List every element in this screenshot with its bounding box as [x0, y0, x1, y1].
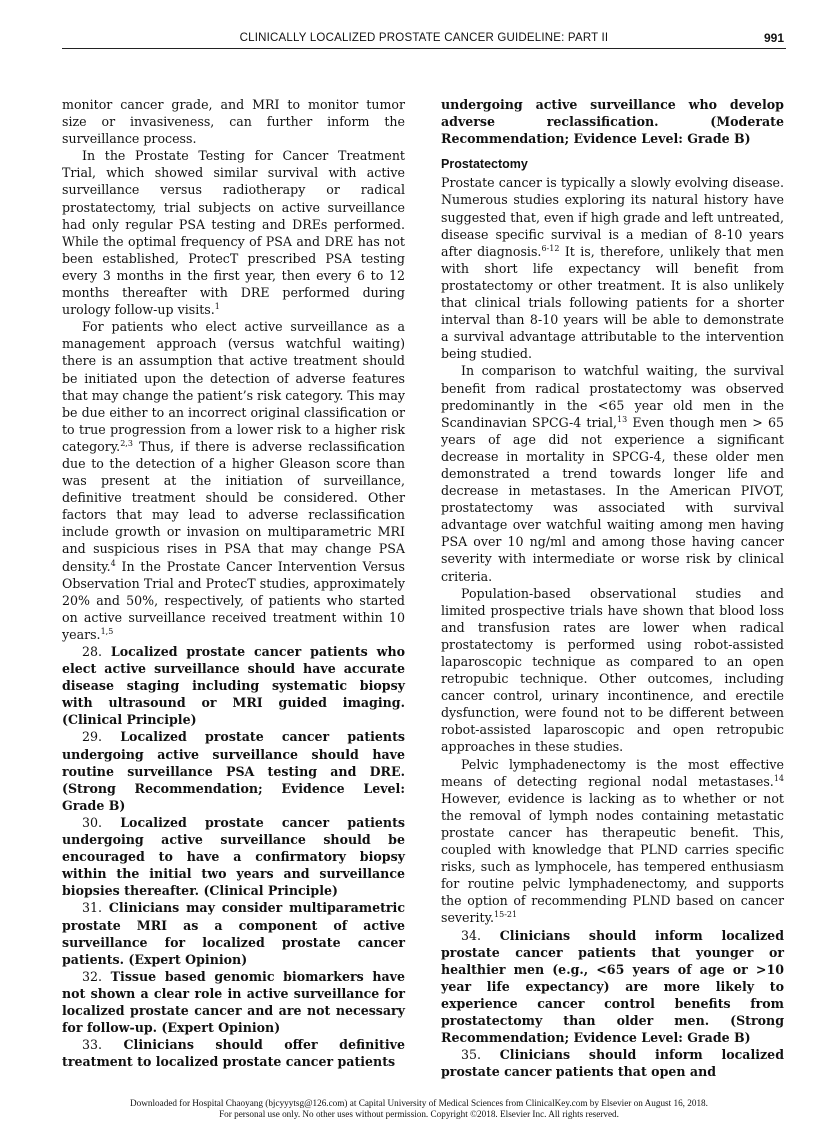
- left-column: [62, 96, 405, 1070]
- citation: 1: [214, 301, 220, 311]
- citation: 13: [617, 414, 628, 424]
- right-column: [441, 96, 784, 1080]
- statement-33: 33. Clinicians should offer definitive treatment to localized prostate cancer patients: [62, 1037, 405, 1070]
- citation: 15-21: [494, 910, 518, 920]
- footer-line-2: For personal use only. No other uses without permission. Copyright ©2018. Elsevier Inc. All rights reserved.: [219, 1109, 619, 1119]
- section-heading: Prostatectomy: [441, 157, 528, 172]
- statement-34: 34. Clinicians should inform localized prostate cancer patients that younger or healthier men (e.g., <65 years of age or >10 year life expectancy) are more likely to experience cancer control benefits from prostatectomy than older men. (Strong Recommendation; Evidence Level: Grade B): [441, 927, 784, 1046]
- footer-line-1: Downloaded for Hospital Chaoyang (bjcyyytsg@126.com) at Capital University of Medical Sciences from ClinicalKey.com by Elsevier on August 16, 2018.: [130, 1098, 708, 1108]
- paragraph: Population-based observational studies and limited prospective trials have shown that blood loss and transfusion rates are lower when radical prostatectomy is performed using robot-assisted laparoscopic technique as compared to an open retropubic technique. Other outcomes, including cancer control, urinary incontinence, and erectile dysfunction, were found not to be different between robot-assisted laparoscopic and open retropubic approaches in these studies.: [441, 585, 784, 755]
- statement-29: 29. Localized prostate cancer patients undergoing active surveillance should have routine surveillance PSA testing and DRE. (Strong Recommendation; Evidence Level: Grade B): [62, 729, 405, 813]
- paragraph: For patients who elect active surveillance as a management approach (versus watchful waiting) there is an assumption that active treatment should be initiated upon the detection of adverse features that may change the patient’s risk category. This may be due either to an incorrect original classification or to true progression from a lower risk to a higher risk category.$^{2,3}$ Thus, if there is adverse reclassification due to the detection of a higher Gleason score than was present at the initiation of surveillance, definitive treatment should be considered. Other factors that may lead to adverse reclassification include growth or invasion on multiparametric MRI and suspicious rises in PSA that may change PSA density.$^4$ In the Prostate Cancer Intervention Versus Observation Trial and ProtecT studies, approximately 20% and 50%, respectively, of patients who started on active surveillance received treatment within 10 years.$^{1,5}$: [62, 319, 405, 642]
- running-title: CLINICALLY LOCALIZED PROSTATE CANCER GUIDELINE: PART II: [239, 32, 609, 44]
- citation: 14: [773, 773, 784, 783]
- download-footer: [0, 1098, 838, 1120]
- statement-33-continued: undergoing active surveillance who develop adverse reclassification. (Moderate Recommendation; Evidence Level: Grade B): [441, 97, 784, 147]
- citation: 6-12: [541, 243, 560, 253]
- paragraph: Pelvic lymphadenectomy is the most effective means of detecting regional nodal metastases.$^{14}$ However, evidence is lacking as to whether or not the removal of lymph nodes containing metastatic prostate cancer has therapeutic benefit. This, coupled with knowledge that PLND carries specific risks, such as lymphocele, has tempered enthusiasm for routine pelvic lymphadenectomy, and supports the option of recommending PLND based on cancer severity.$^{15-21}$: [441, 756, 784, 926]
- citation: 2,3: [120, 438, 133, 448]
- page-number: 991: [763, 31, 784, 45]
- statement-30: 30. Localized prostate cancer patients undergoing active surveillance should be encouraged to have a confirmatory biopsy within the initial two years and surveillance biopsies thereafter. (Clinical Principle): [62, 814, 405, 899]
- paragraph: Prostate cancer is typically a slowly evolving disease. Numerous studies exploring its natural history have suggested that, even if high grade and left untreated, disease specific survival is a median of 8-10 years after diagnosis.$^{6-12}$ It is, therefore, unlikely that men with short life expectancy will benefit from prostatectomy or other treatment. It is also unlikely that clinical trials following patients for a shorter interval than 8-10 years will be able to demonstrate a survival advantage attributable to the intervention being studied.: [441, 175, 784, 362]
- statement-32: 32. Tissue based genomic biomarkers have not shown a clear role in active surveillance for localized prostate cancer and are not necessary for follow-up. (Expert Opinion): [62, 968, 405, 1036]
- statement-28: 28. Localized prostate cancer patients who elect active surveillance should have accurate disease staging including systematic biopsy with ultrasound or MRI guided imaging. (Clinical Principle): [62, 644, 405, 728]
- paragraph: monitor cancer grade, and MRI to monitor tumor size or invasiveness, can further inform the surveillance process.: [62, 97, 405, 147]
- statement-35: 35. Clinicians should inform localized prostate cancer patients that open and: [441, 1047, 784, 1080]
- paragraph: In the Prostate Testing for Cancer Treatment Trial, which showed similar survival with active surveillance versus radiotherapy or radical prostatectomy, trial subjects on active surveillance had only regular PSA testing and DREs performed. While the optimal frequency of PSA and DRE has not been established, ProtecT prescribed PSA testing every 3 months in the first year, then every 6 to 12 months thereafter with DRE performed during urology follow-up visits.$^1$: [62, 148, 405, 318]
- citation: 4: [110, 558, 116, 568]
- citation: 1,5: [100, 626, 114, 636]
- running-header: [62, 30, 786, 49]
- statement-31: 31. Clinicians may consider multiparametric prostate MRI as a component of active surveillance for localized prostate cancer patients. (Expert Opinion): [62, 900, 405, 967]
- paragraph: In comparison to watchful waiting, the survival benefit from radical prostatectomy was observed predominantly in the <65 year old men in the Scandinavian SPCG-4 trial,$^{13}$ Even though men > 65 years of age did not experience a significant decrease in mortality in SPCG-4, these older men demonstrated a trend towards longer life and decrease in metastases. In the American PIVOT, prostatectomy was associated with survival advantage over watchful waiting among men having PSA over 10 ng/ml and among those having cancer severity with intermediate or worse risk by clinical criteria.: [441, 363, 784, 584]
